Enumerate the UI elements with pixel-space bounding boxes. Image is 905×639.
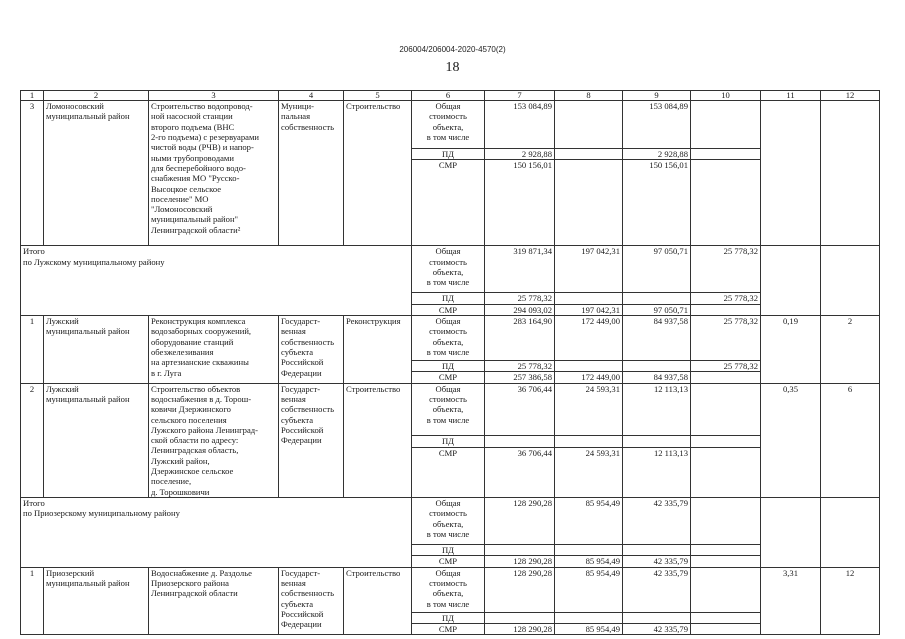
- value-cell: 42 335,79: [623, 556, 691, 567]
- value-cell: 84 937,58: [623, 315, 691, 360]
- page-number: 18: [445, 60, 460, 75]
- column-number: 7: [485, 91, 555, 101]
- value-cell: 85 954,49: [555, 623, 623, 634]
- smr-label: СМР: [412, 160, 485, 246]
- ownership-cell: Муници- пальная собственность: [279, 101, 344, 246]
- value-cell: [485, 435, 555, 448]
- col11-cell: [761, 246, 821, 316]
- pd-label: ПД: [412, 435, 485, 448]
- value-cell: 42 335,79: [623, 623, 691, 634]
- col12-cell: 6: [821, 383, 880, 497]
- value-cell: 42 335,79: [623, 498, 691, 545]
- value-cell: 128 290,28: [485, 567, 555, 612]
- value-cell: [623, 293, 691, 304]
- column-number: 2: [44, 91, 149, 101]
- total-label: Общая стоимость объекта, в том числе: [412, 101, 485, 149]
- subtotal-row: [21, 246, 880, 293]
- smr-label: СМР: [412, 556, 485, 567]
- row-number: 1: [21, 567, 44, 635]
- work-type-cell: Строительство: [344, 383, 412, 497]
- column-number: 10: [691, 91, 761, 101]
- col12-cell: [821, 101, 880, 246]
- value-cell: 153 084,89: [623, 101, 691, 149]
- value-cell: 25 778,32: [485, 293, 555, 304]
- value-cell: 42 335,79: [623, 567, 691, 612]
- value-cell: [623, 435, 691, 448]
- col11-cell: 0,19: [761, 315, 821, 383]
- object-cell: Водоснабжение д. Раздолье Приозерского района Ленинградской области: [149, 567, 279, 635]
- value-cell: [555, 160, 623, 246]
- col12-cell: [821, 498, 880, 568]
- value-cell: [623, 360, 691, 371]
- row-number: 1: [21, 315, 44, 383]
- column-number: 5: [344, 91, 412, 101]
- total-label: Общая стоимость объекта, в том числе: [412, 567, 485, 612]
- value-cell: [691, 304, 761, 315]
- table-row: [21, 101, 880, 149]
- value-cell: 257 386,58: [485, 372, 555, 383]
- value-cell: [555, 149, 623, 160]
- smr-label: СМР: [412, 623, 485, 634]
- smr-label: СМР: [412, 304, 485, 315]
- pd-label: ПД: [412, 149, 485, 160]
- value-cell: 172 449,00: [555, 315, 623, 360]
- column-number: 11: [761, 91, 821, 101]
- ownership-cell: Государст- венная собственность субъекта Российской Федерации: [279, 383, 344, 497]
- value-cell: 172 449,00: [555, 372, 623, 383]
- table-row: [21, 567, 880, 612]
- value-cell: 128 290,28: [485, 556, 555, 567]
- value-cell: [555, 545, 623, 556]
- subtotal-label: Итого по Лужскому муниципальному району: [21, 246, 412, 316]
- col12-cell: 2: [821, 315, 880, 383]
- column-number-row: [21, 91, 880, 101]
- value-cell: [691, 101, 761, 149]
- value-cell: 25 778,32: [691, 293, 761, 304]
- value-cell: 85 954,49: [555, 498, 623, 545]
- object-cell: Строительство водопровод- ной насосной станции второго подъема (ВНС 2-го подъема) с резервуарами чистой воды (РЧВ) и напор- ными трубопроводами для бесперебойного водо- снабжения МО "Русско- Высоцкое сельское поселение" МО "Ломоносовский муниципальный район" Ленинградской области²: [149, 101, 279, 246]
- value-cell: 85 954,49: [555, 567, 623, 612]
- value-cell: [691, 149, 761, 160]
- value-cell: 153 084,89: [485, 101, 555, 149]
- value-cell: [555, 293, 623, 304]
- smr-label: СМР: [412, 448, 485, 498]
- value-cell: [691, 383, 761, 435]
- value-cell: 283 164,90: [485, 315, 555, 360]
- value-cell: 97 050,71: [623, 304, 691, 315]
- value-cell: [691, 623, 761, 634]
- value-cell: 36 706,44: [485, 448, 555, 498]
- value-cell: 12 113,13: [623, 448, 691, 498]
- value-cell: 197 042,31: [555, 304, 623, 315]
- work-type-cell: Строительство: [344, 567, 412, 635]
- ownership-cell: Государст- венная собственность субъекта Российской Федерации: [279, 315, 344, 383]
- total-label: Общая стоимость объекта, в том числе: [412, 315, 485, 360]
- document-id: 206004/206004-2020-4570(2): [399, 45, 506, 54]
- table-row: [21, 383, 880, 435]
- subtotal-row: [21, 498, 880, 545]
- col11-cell: 0,35: [761, 383, 821, 497]
- value-cell: [555, 435, 623, 448]
- ownership-cell: Государст- венная собственность субъекта Российской Федерации: [279, 567, 344, 635]
- total-label: Общая стоимость объекта, в том числе: [412, 383, 485, 435]
- value-cell: [691, 498, 761, 545]
- value-cell: 24 593,31: [555, 383, 623, 435]
- value-cell: [691, 556, 761, 567]
- value-cell: [691, 545, 761, 556]
- value-cell: 85 954,49: [555, 556, 623, 567]
- total-label: Общая стоимость объекта, в том числе: [412, 246, 485, 293]
- district-cell: Ломоносовский муниципальный район: [44, 101, 149, 246]
- table-row: [21, 315, 880, 360]
- investment-table: [20, 90, 880, 635]
- col11-cell: 3,31: [761, 567, 821, 635]
- work-type-cell: Реконструкция: [344, 315, 412, 383]
- value-cell: 2 928,88: [485, 149, 555, 160]
- subtotal-label: Итого по Приозерскому муниципальному району: [21, 498, 412, 568]
- total-label: Общая стоимость объекта, в том числе: [412, 498, 485, 545]
- value-cell: 150 156,01: [623, 160, 691, 246]
- value-cell: [691, 435, 761, 448]
- district-cell: Приозерский муниципальный район: [44, 567, 149, 635]
- work-type-cell: Строительство: [344, 101, 412, 246]
- value-cell: [555, 101, 623, 149]
- value-cell: 128 290,28: [485, 498, 555, 545]
- col12-cell: [821, 246, 880, 316]
- column-number: 4: [279, 91, 344, 101]
- district-cell: Лужский муниципальный район: [44, 383, 149, 497]
- value-cell: 197 042,31: [555, 246, 623, 293]
- value-cell: [691, 372, 761, 383]
- value-cell: [485, 545, 555, 556]
- value-cell: 25 778,32: [691, 360, 761, 371]
- object-cell: Строительство объектов водоснабжения в д. Торош- ковичи Дзержинского сельского поселения Лужского района Ленинград- ской области по адресу: Ленинградская область, Лужский район, Дзержинское сельское поселение, д. Торошковичи: [149, 383, 279, 497]
- column-number: 3: [149, 91, 279, 101]
- value-cell: 12 113,13: [623, 383, 691, 435]
- value-cell: [555, 360, 623, 371]
- value-cell: 319 871,34: [485, 246, 555, 293]
- value-cell: 294 093,02: [485, 304, 555, 315]
- value-cell: 97 050,71: [623, 246, 691, 293]
- value-cell: 25 778,32: [691, 315, 761, 360]
- value-cell: 36 706,44: [485, 383, 555, 435]
- value-cell: [691, 567, 761, 612]
- value-cell: [691, 612, 761, 623]
- pd-label: ПД: [412, 545, 485, 556]
- object-cell: Реконструкция комплекса водозаборных сооружений, оборудование станций обезжелезивания на артезианские скважины в г. Луга: [149, 315, 279, 383]
- value-cell: [555, 612, 623, 623]
- col12-cell: 12: [821, 567, 880, 635]
- col11-cell: [761, 498, 821, 568]
- pd-label: ПД: [412, 360, 485, 371]
- value-cell: [623, 545, 691, 556]
- row-number: 3: [21, 101, 44, 246]
- value-cell: 24 593,31: [555, 448, 623, 498]
- value-cell: [691, 160, 761, 246]
- value-cell: 2 928,88: [623, 149, 691, 160]
- column-number: 9: [623, 91, 691, 101]
- column-number: 8: [555, 91, 623, 101]
- pd-label: ПД: [412, 293, 485, 304]
- column-number: 1: [21, 91, 44, 101]
- col11-cell: [761, 101, 821, 246]
- value-cell: 25 778,32: [691, 246, 761, 293]
- value-cell: [623, 612, 691, 623]
- value-cell: 84 937,58: [623, 372, 691, 383]
- column-number: 12: [821, 91, 880, 101]
- value-cell: [485, 612, 555, 623]
- value-cell: 128 290,28: [485, 623, 555, 634]
- value-cell: [691, 448, 761, 498]
- district-cell: Лужский муниципальный район: [44, 315, 149, 383]
- value-cell: 150 156,01: [485, 160, 555, 246]
- column-number: 6: [412, 91, 485, 101]
- value-cell: 25 778,32: [485, 360, 555, 371]
- smr-label: СМР: [412, 372, 485, 383]
- pd-label: ПД: [412, 612, 485, 623]
- row-number: 2: [21, 383, 44, 497]
